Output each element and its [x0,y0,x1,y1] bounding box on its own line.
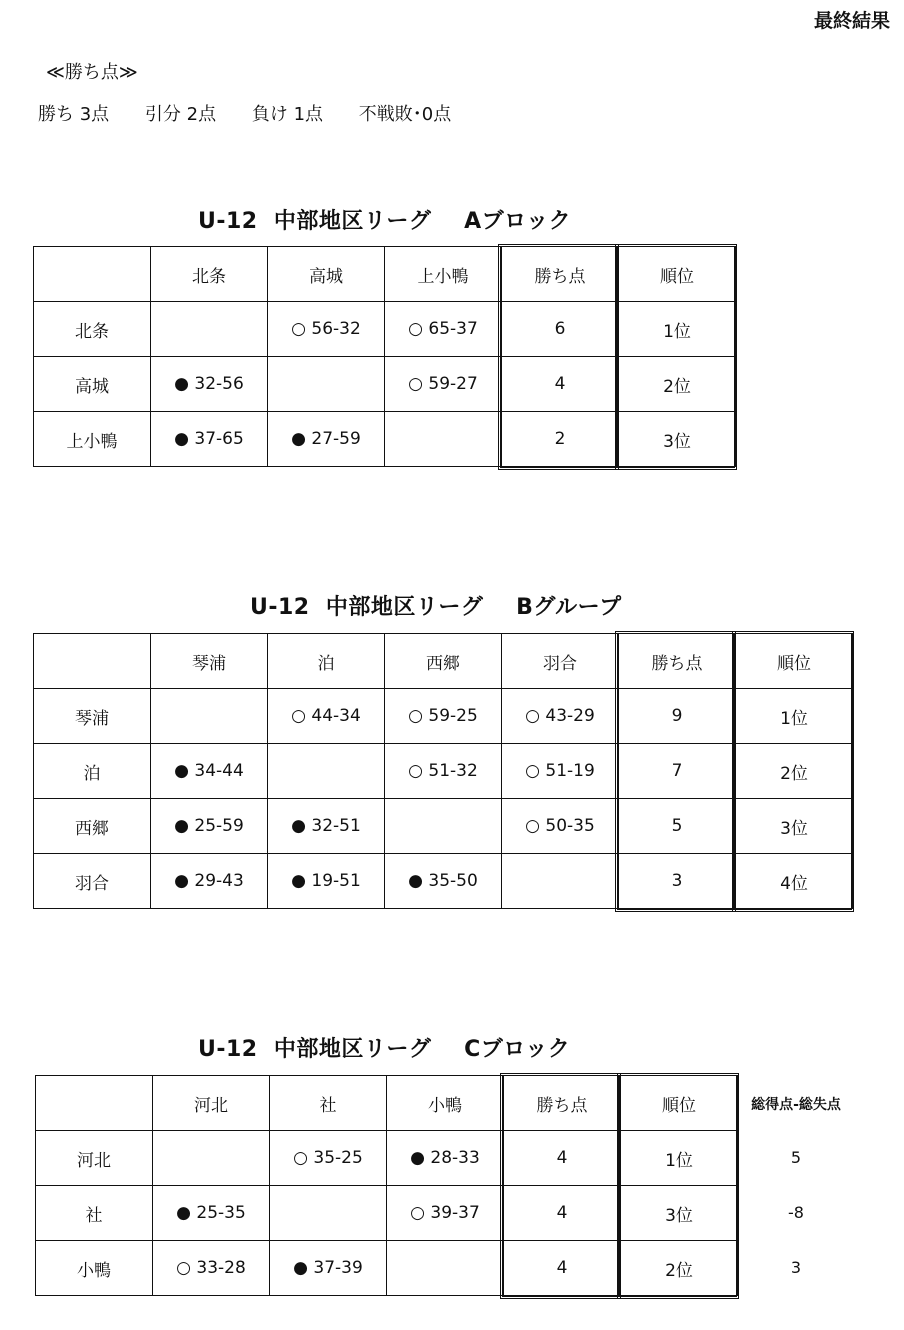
block-c-table [35,1075,738,1296]
result-cell: ● 25-59 [151,799,268,854]
points-cell: 2 [502,412,619,467]
rank-cell: 2位 [621,1241,738,1296]
result-cell: ○ 44-34 [268,689,385,744]
result-cell: ● 25-35 [153,1186,270,1241]
table-header-row [34,634,853,689]
result-cell [151,302,268,357]
rank-cell: 3位 [621,1186,738,1241]
result-cell: ● 29-43 [151,854,268,909]
result-cell: ○ 56-32 [268,302,385,357]
corner-cell [36,1076,153,1131]
team-cell: 小鴨 [36,1241,153,1296]
team-cell: 泊 [34,744,151,799]
points-cell: 7 [619,744,736,799]
result-cell [385,799,502,854]
result-cell: ○ 33-28 [153,1241,270,1296]
table-row [36,1131,738,1186]
points-cell: 5 [619,799,736,854]
rank-cell: 1位 [736,689,853,744]
rank-cell: 3位 [619,412,736,467]
header-cell: 勝ち点 [504,1076,621,1131]
rule-forfeit: 不戦敗･0点 [358,104,452,125]
result-cell [268,357,385,412]
points-cell: 6 [502,302,619,357]
points-cell: 4 [504,1186,621,1241]
header-cell: 勝ち点 [619,634,736,689]
rank-cell: 2位 [619,357,736,412]
team-cell: 北条 [34,302,151,357]
corner-cell [34,634,151,689]
table-row [36,1241,738,1296]
table-row [34,799,853,854]
result-cell: ● 37-39 [270,1241,387,1296]
result-cell [153,1131,270,1186]
rank-cell: 1位 [619,302,736,357]
header-cell: 琴浦 [151,634,268,689]
team-cell: 上小鴨 [34,412,151,467]
table-row [34,412,736,467]
rank-cell: 2位 [736,744,853,799]
header-cell: 順位 [736,634,853,689]
table-row [36,1186,738,1241]
goal-diff-value: 3 [790,1258,802,1277]
result-cell: ○ 59-25 [385,689,502,744]
result-cell: ○ 65-37 [385,302,502,357]
header-cell: 社 [270,1076,387,1131]
points-heading: ≪勝ち点≫ [46,62,138,83]
header-cell: 小鴨 [387,1076,504,1131]
result-cell: ○ 43-29 [502,689,619,744]
result-cell: ○ 59-27 [385,357,502,412]
header-cell: 羽合 [502,634,619,689]
result-cell: ● 28-33 [387,1131,504,1186]
header-cell: 河北 [153,1076,270,1131]
block-a-title: U-12 中部地区リーグ Aブロック [198,209,572,234]
table-row [34,854,853,909]
result-cell: ● 19-51 [268,854,385,909]
header-cell: 高城 [268,247,385,302]
corner-cell [34,247,151,302]
table-row [34,357,736,412]
document-label: 最終結果 [813,10,890,32]
header-cell: 上小鴨 [385,247,502,302]
result-cell: ○ 39-37 [387,1186,504,1241]
rank-cell: 1位 [621,1131,738,1186]
result-cell: ● 34-44 [151,744,268,799]
table-header-row [36,1076,738,1131]
result-cell: ● 35-50 [385,854,502,909]
table-row [34,744,853,799]
rule-loss: 負け 1点 [251,104,324,125]
result-cell: ○ 51-32 [385,744,502,799]
rank-cell: 3位 [736,799,853,854]
header-cell: 順位 [619,247,736,302]
result-cell [502,854,619,909]
team-cell: 西郷 [34,799,151,854]
result-cell: ● 32-51 [268,799,385,854]
block-b-title: U-12 中部地区リーグ Bグループ [250,595,622,620]
rule-draw: 引分 2点 [144,104,217,125]
points-cell: 4 [502,357,619,412]
team-cell: 社 [36,1186,153,1241]
team-cell: 琴浦 [34,689,151,744]
header-cell: 順位 [621,1076,738,1131]
rule-win: 勝ち 3点 [38,104,110,125]
result-cell [268,744,385,799]
points-cell: 9 [619,689,736,744]
points-cell: 4 [504,1131,621,1186]
result-cell [387,1241,504,1296]
result-cell [385,412,502,467]
table-row [34,689,853,744]
header-cell: 泊 [268,634,385,689]
points-cell: 4 [504,1241,621,1296]
result-cell: ● 32-56 [151,357,268,412]
goal-diff-value: 5 [790,1148,802,1167]
points-cell: 3 [619,854,736,909]
result-cell: ● 37-65 [151,412,268,467]
table-row [34,302,736,357]
goal-diff-header: 総得点-総失点 [751,1097,841,1113]
team-cell: 高城 [34,357,151,412]
block-b-table [33,633,853,909]
result-cell [151,689,268,744]
result-cell [270,1186,387,1241]
rank-cell: 4位 [736,854,853,909]
result-cell: ○ 35-25 [270,1131,387,1186]
team-cell: 河北 [36,1131,153,1186]
result-cell: ○ 51-19 [502,744,619,799]
points-rules [38,100,451,126]
header-cell: 西郷 [385,634,502,689]
block-c-title: U-12 中部地区リーグ Cブロック [198,1037,571,1062]
result-cell: ● 27-59 [268,412,385,467]
goal-diff-value: -8 [788,1203,804,1222]
header-cell: 勝ち点 [502,247,619,302]
table-header-row [34,247,736,302]
result-cell: ○ 50-35 [502,799,619,854]
team-cell: 羽合 [34,854,151,909]
block-a-table [33,246,736,467]
header-cell: 北条 [151,247,268,302]
